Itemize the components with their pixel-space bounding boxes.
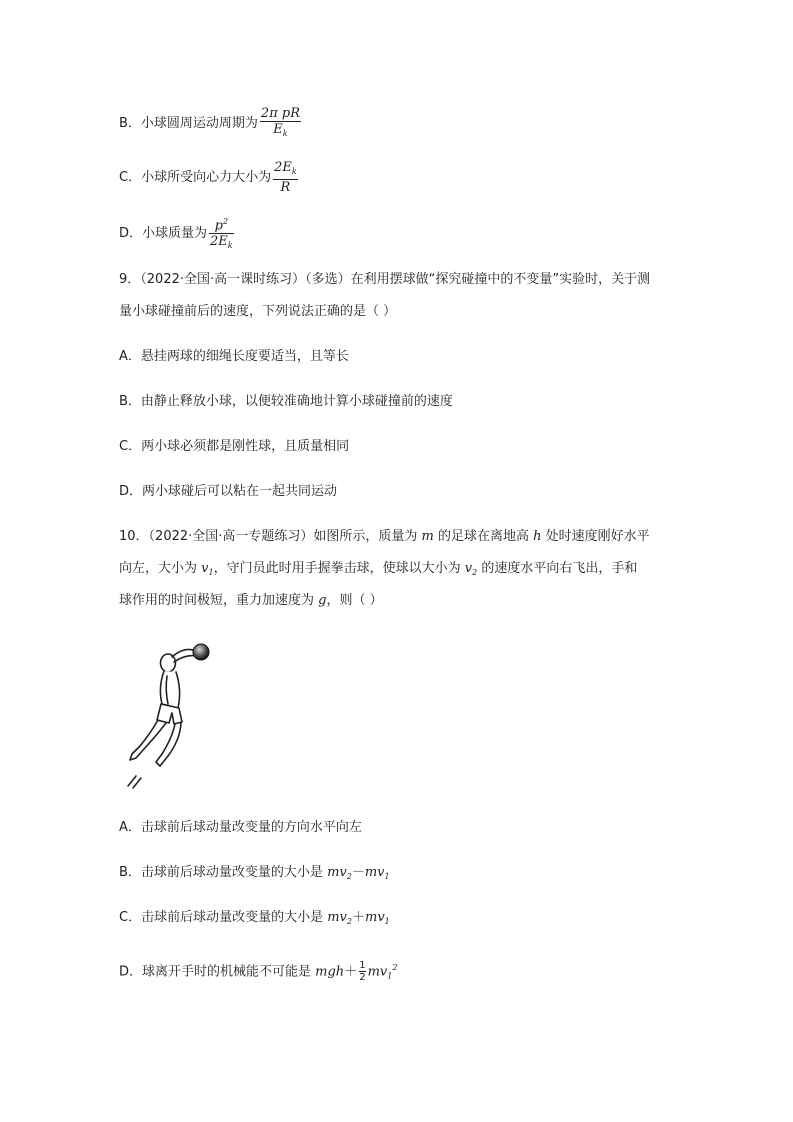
expr: mv — [367, 964, 388, 980]
left-foot — [130, 746, 144, 760]
text: ，则（ ） — [326, 593, 383, 608]
text: 球作用的时间极短，重力加速度为 — [119, 593, 319, 608]
num-text: 2E — [274, 160, 292, 175]
fraction — [260, 106, 301, 141]
option-label: D．小球质量为 — [119, 226, 208, 242]
text: 10．（2022·全国·高一专题练习）如图所示，质量为 — [119, 529, 422, 544]
q9-option-d: D．两小球碰后可以粘在一起共同运动 — [119, 484, 338, 499]
expr: mgh — [315, 964, 345, 980]
text: 向左，大小为 — [119, 561, 202, 576]
q8-option-d — [119, 214, 234, 253]
q10-stem-line3 — [119, 591, 383, 611]
text: B．击球前后球动量改变量的大小是 — [119, 865, 328, 880]
subscript: 2 — [346, 917, 352, 926]
text: 的速度水平向右飞出，手和 — [477, 561, 638, 576]
q9-option-c: C．两小球必须都是刚性球，且质量相同 — [119, 439, 350, 454]
superscript: 2 — [392, 963, 398, 972]
text: D．球离开手时的机械能不可能是 — [119, 964, 316, 980]
expr: mv — [327, 910, 347, 925]
subscript: 2 — [346, 872, 352, 881]
option-label: C．小球所受向心力大小为 — [119, 170, 272, 185]
var-h: h — [533, 529, 542, 544]
den-text: 2E — [210, 234, 228, 250]
var-subscript: 1 — [208, 568, 214, 577]
q9-stem-line2: 量小球碰撞前后的速度，下列说法正确的是（ ） — [119, 304, 397, 319]
var-v: v — [464, 561, 473, 576]
var-v: v — [201, 561, 209, 576]
operator: － — [351, 865, 365, 880]
denominator — [260, 121, 301, 141]
var-g: g — [318, 593, 327, 608]
expr: mv — [327, 865, 347, 880]
num-text: p — [214, 218, 223, 234]
fraction — [273, 160, 298, 195]
den-subscript: k — [227, 241, 233, 251]
q9-option-b: B．由静止释放小球，以便较准确地计算小球碰撞前的速度 — [119, 394, 453, 409]
q9-option-a: A．悬挂两球的细绳长度要适当，且等长 — [119, 349, 349, 364]
text: C．击球前后球动量改变量的大小是 — [119, 910, 328, 925]
denominator: R — [273, 179, 298, 195]
fraction — [209, 214, 234, 253]
numerator — [209, 214, 234, 233]
fraction-half — [359, 960, 365, 983]
subscript: 1 — [384, 872, 390, 881]
option-label: B．小球圆周运动周期为 — [119, 116, 258, 131]
goalkeeper-figure — [122, 638, 222, 794]
var-m: m — [421, 529, 434, 544]
var-subscript: 2 — [472, 568, 478, 577]
numerator: 1 — [359, 960, 366, 972]
q10-option-c — [119, 908, 390, 932]
operator: ＋ — [351, 910, 365, 925]
right-foot — [156, 754, 168, 766]
num-subscript: k — [291, 167, 297, 176]
q10-option-d — [119, 958, 397, 986]
q9-stem-line1: 9．（2022·全国·高一课时练习）（多选）在利用摆球做“探究碰撞中的不变量”实验时，关于测 — [119, 272, 651, 287]
left-thigh — [140, 720, 158, 746]
forearm — [174, 656, 197, 662]
numerator: 2π pR — [260, 106, 300, 121]
denominator: 2 — [359, 972, 366, 984]
den-text: E — [273, 122, 283, 137]
q10-option-b — [119, 863, 390, 887]
torso — [160, 671, 179, 708]
num-superscript: 2 — [222, 217, 229, 226]
den-subscript: k — [282, 129, 288, 138]
denominator — [209, 233, 234, 253]
q8-option-c — [119, 160, 298, 195]
operator: ＋ — [344, 964, 358, 980]
q10-stem-line1 — [119, 527, 650, 547]
numerator — [273, 160, 298, 179]
q10-option-a: A．击球前后球动量改变量的方向水平向左 — [119, 820, 362, 835]
text: 的足球在离地高 — [433, 529, 534, 544]
expr: mv — [364, 865, 385, 880]
subscript: 1 — [387, 971, 393, 981]
text: ，守门员此时用手握拳击球，使球以大小为 — [213, 561, 465, 576]
text: 处时速度刚好水平 — [541, 529, 650, 544]
subscript: 1 — [384, 917, 390, 926]
expr: mv — [365, 910, 385, 925]
q8-option-b — [119, 106, 301, 141]
q10-stem-line2 — [119, 559, 637, 583]
ball-icon — [193, 644, 209, 660]
